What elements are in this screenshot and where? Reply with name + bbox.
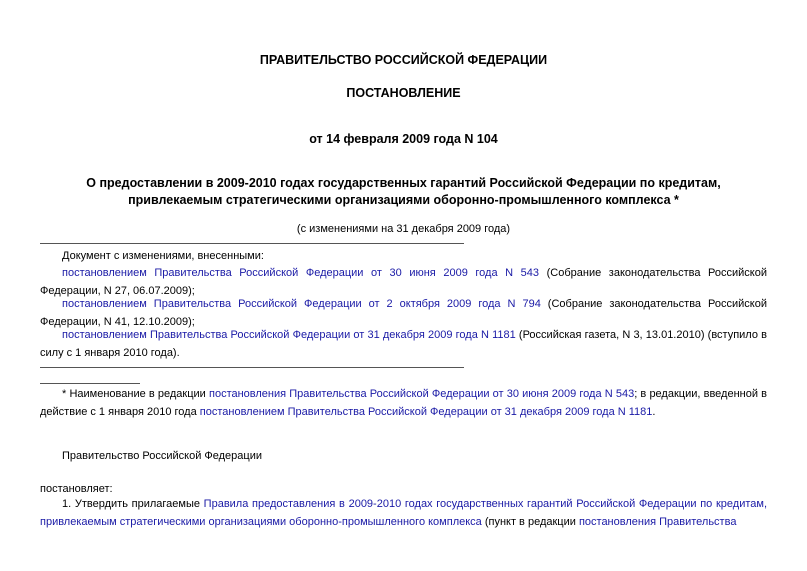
clause-1-middle: (пункт в редакции bbox=[481, 515, 579, 528]
changes-bottom-divider bbox=[40, 367, 464, 368]
document-type-heading: ПОСТАНОВЛЕНИЕ bbox=[346, 86, 461, 100]
government-heading: ПРАВИТЕЛЬСТВО РОССИЙСКОЙ ФЕДЕРАЦИИ bbox=[259, 53, 548, 67]
rules-link[interactable]: Правила предоставления в 2009-2010 годах государственных гарантий Российской Федерации по кредитам, привлекаемым стратегическими организациями оборонно-промышленного комплекса bbox=[40, 498, 767, 528]
change-item-3 bbox=[40, 327, 767, 362]
clause-1-amendment-link[interactable]: постановления Правительства bbox=[578, 515, 737, 528]
change-link-1[interactable]: постановлением Правительства Российской Федерации от 30 июня 2009 года N 543 bbox=[62, 267, 540, 279]
footnote-end: . bbox=[652, 405, 656, 418]
change-link-2[interactable]: постановлением Правительства Российской Федерации от 2 октября 2009 года N 794 bbox=[62, 298, 541, 310]
change-source-1: (Собрание законодательства Российской Федерации, N 27, 06.07.2009); bbox=[40, 267, 767, 297]
footnote bbox=[40, 386, 767, 421]
document-title: О предоставлении в 2009-2010 годах государственных гарантий Российской Федерации по кредитам, привлекаемым стратегическими организациями оборонно-промышленного комплекса * bbox=[86, 176, 721, 207]
changes-top-divider bbox=[40, 243, 464, 244]
change-item-2 bbox=[40, 296, 767, 331]
change-link-3[interactable]: постановлением Правительства Российской Федерации от 31 декабря 2009 года N 1181 bbox=[62, 329, 516, 341]
footnote-divider bbox=[40, 383, 140, 384]
footnote-middle: ; в редакции, введенной в действие с 1 января 2010 года bbox=[40, 388, 767, 418]
document-date-number: от 14 февраля 2009 года N 104 bbox=[309, 132, 498, 146]
issuer-line: Правительство Российской Федерации bbox=[62, 450, 262, 462]
footnote-link-1[interactable]: постановления Правительства Российской Федерации от 30 июня 2009 года N 543 bbox=[209, 388, 635, 400]
changes-intro: Документ с изменениями, внесенными: bbox=[62, 250, 264, 262]
footnote-link-2[interactable]: постановлением Правительства Российской Федерации от 31 декабря 2009 года N 1181 bbox=[199, 405, 653, 418]
amendments-note: (с изменениями на 31 декабря 2009 года) bbox=[296, 223, 511, 235]
clause-1-lead: 1. Утвердить прилагаемые bbox=[62, 498, 204, 510]
change-item-1 bbox=[40, 265, 767, 300]
change-source-3: (Российская газета, N 3, 13.01.2010) (вступило в силу с 1 января 2010 года). bbox=[40, 329, 767, 359]
footnote-lead: * Наименование в редакции bbox=[62, 388, 209, 400]
change-source-2: (Собрание законодательства Российской Федерации, N 41, 12.10.2009); bbox=[40, 298, 767, 328]
decrees-line: постановляет: bbox=[40, 483, 113, 495]
clause-1 bbox=[40, 496, 767, 531]
